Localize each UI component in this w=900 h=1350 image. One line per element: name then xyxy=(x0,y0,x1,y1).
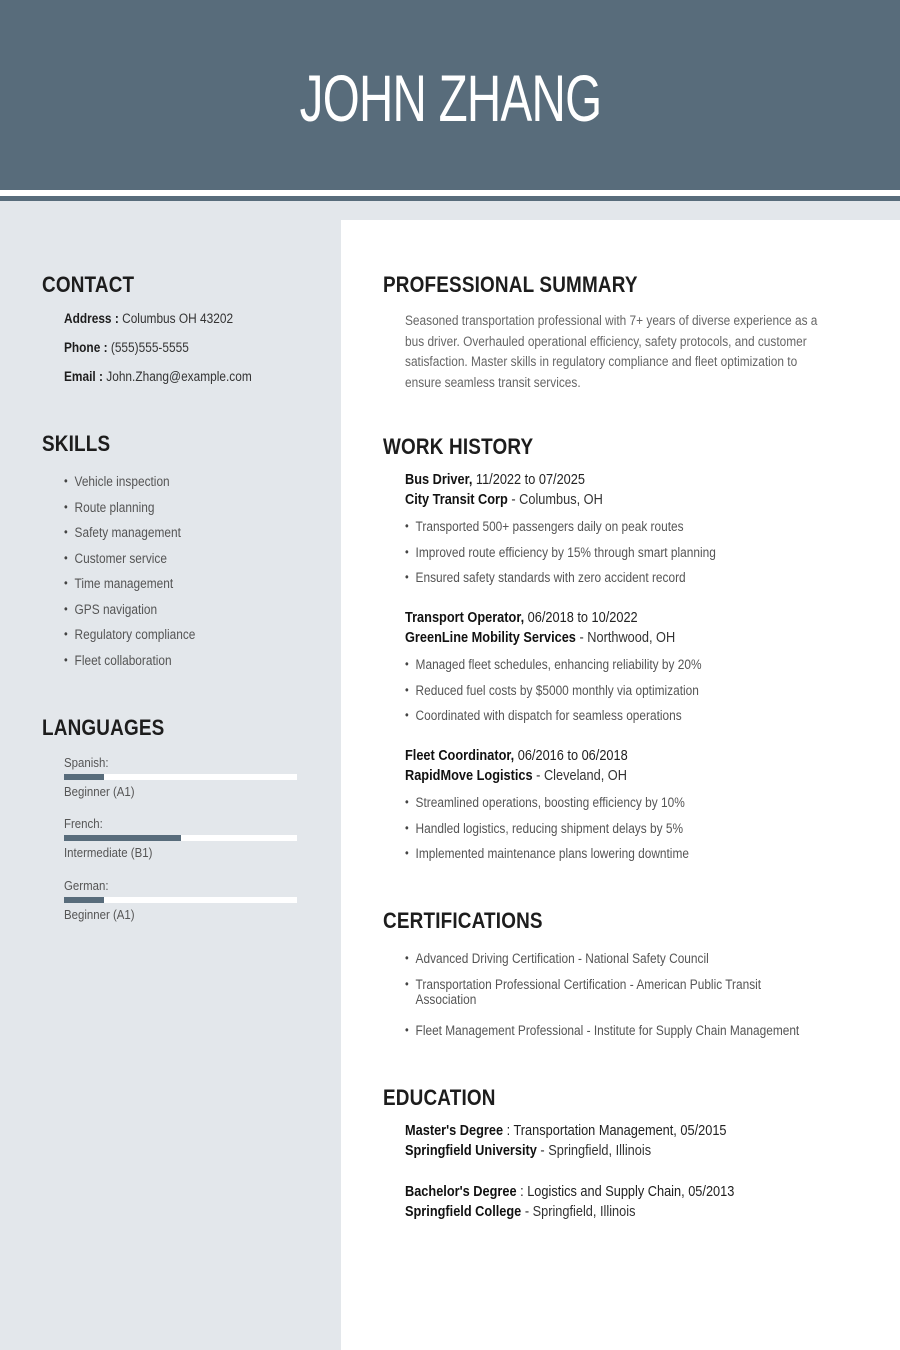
language-bar-fill xyxy=(64,774,104,780)
school-location: - Springfield, Illinois xyxy=(521,1204,636,1220)
language-level: Beginner (A1) xyxy=(64,907,135,922)
job-bullets xyxy=(405,519,758,596)
language-name: French: xyxy=(64,816,103,831)
skills-heading: SKILLS xyxy=(42,431,111,456)
job-title-line xyxy=(405,610,638,626)
language-name: Spanish: xyxy=(64,755,109,770)
language-bar xyxy=(64,774,297,780)
language-level: Intermediate (B1) xyxy=(64,845,153,860)
language-bar xyxy=(64,835,297,841)
job-bullet: • Transported 500+ passengers daily on peak routes xyxy=(405,519,716,545)
degree-field: : Logistics and Supply Chain, 05/2013 xyxy=(516,1184,735,1200)
job-company: City Transit Corp xyxy=(405,492,508,508)
job-location: - Columbus, OH xyxy=(507,492,603,508)
contact-phone xyxy=(64,340,189,355)
job-company: GreenLine Mobility Services xyxy=(405,630,576,646)
skills-list xyxy=(64,474,213,678)
job-bullet: • Streamlined operations, boosting efficiency by 10% xyxy=(405,795,689,821)
certification-item: • Transportation Professional Certification - American Public Transit Association xyxy=(405,977,794,1023)
job-company-line xyxy=(405,630,675,646)
job-bullet: • Improved route efficiency by 15% through smart planning xyxy=(405,545,716,571)
job-bullet: • Handled logistics, reducing shipment delays by 5% xyxy=(405,821,689,847)
summary-text: Seasoned transportation professional with 7+ years of diverse experience as a bus driver. Overhauled operational efficiency, safety protocols, and customer satisfaction. Master skills in regulatory compliance and fleet optimization to ensure seamless transit services. xyxy=(405,313,818,390)
education-school-line xyxy=(405,1143,651,1159)
job-location: - Northwood, OH xyxy=(575,630,676,646)
job-bullets xyxy=(405,657,742,734)
skill-item: • Vehicle inspection xyxy=(64,474,195,500)
skill-item: • Customer service xyxy=(64,551,195,577)
skill-item: • Fleet collaboration xyxy=(64,653,195,679)
skill-item: • Time management xyxy=(64,576,195,602)
school-name: Springfield University xyxy=(405,1143,537,1159)
language-level: Beginner (A1) xyxy=(64,784,135,799)
contact-address xyxy=(64,311,233,326)
certifications-list xyxy=(405,951,853,1048)
job-bullets xyxy=(405,795,728,872)
language-bar-fill xyxy=(64,897,104,903)
header-band xyxy=(0,201,900,220)
language-bar-fill xyxy=(64,835,181,841)
job-bullet: • Implemented maintenance plans lowering downtime xyxy=(405,846,689,872)
job-dates: 06/2016 to 06/2018 xyxy=(514,748,628,764)
resume-header xyxy=(0,0,900,190)
email-value: John.Zhang@example.com xyxy=(106,369,252,384)
job-dates: 06/2018 to 10/2022 xyxy=(524,610,638,626)
education-degree-line xyxy=(405,1123,727,1139)
phone-label: Phone : xyxy=(64,340,108,355)
summary-heading: PROFESSIONAL SUMMARY xyxy=(383,272,638,297)
job-role: Fleet Coordinator, xyxy=(405,748,515,764)
language-german xyxy=(64,878,297,922)
degree-field: : Transportation Management, 05/2015 xyxy=(503,1123,727,1139)
job-company: RapidMove Logistics xyxy=(405,768,533,784)
certifications-heading: CERTIFICATIONS xyxy=(383,908,543,933)
school-location: - Springfield, Illinois xyxy=(536,1143,652,1159)
address-label: Address : xyxy=(64,311,119,326)
job-title-line xyxy=(405,748,628,764)
job-role: Transport Operator, xyxy=(405,610,525,626)
language-bar xyxy=(64,897,297,903)
address-value: Columbus OH 43202 xyxy=(122,311,234,326)
language-name: German: xyxy=(64,878,109,893)
work-history-heading: WORK HISTORY xyxy=(383,434,534,459)
language-french xyxy=(64,816,297,860)
job-dates: 11/2022 to 07/2025 xyxy=(472,472,585,488)
job-bullet: • Ensured safety standards with zero accident record xyxy=(405,570,716,596)
degree-name: Master's Degree xyxy=(405,1123,504,1139)
school-name: Springfield College xyxy=(405,1204,522,1220)
email-label: Email : xyxy=(64,369,103,384)
degree-name: Bachelor's Degree xyxy=(405,1184,517,1200)
job-company-line xyxy=(405,492,603,508)
job-location: - Cleveland, OH xyxy=(532,768,627,784)
skill-item: • Route planning xyxy=(64,500,195,526)
contact-email xyxy=(64,369,252,384)
job-bullet: • Coordinated with dispatch for seamless operations xyxy=(405,708,702,734)
job-bullet: • Reduced fuel costs by $5000 monthly via optimization xyxy=(405,683,702,709)
certification-item: • Fleet Management Professional - Institute for Supply Chain Management xyxy=(405,1023,799,1049)
job-bullet: • Managed fleet schedules, enhancing reliability by 20% xyxy=(405,657,702,683)
language-spanish xyxy=(64,755,297,799)
skill-item: • Regulatory compliance xyxy=(64,627,195,653)
job-title-line xyxy=(405,472,585,488)
job-role: Bus Driver, xyxy=(405,472,473,488)
skill-item: • Safety management xyxy=(64,525,195,551)
education-degree-line xyxy=(405,1184,734,1200)
contact-heading: CONTACT xyxy=(42,272,135,297)
certification-item: • Advanced Driving Certification - National Safety Council xyxy=(405,951,799,977)
languages-heading: LANGUAGES xyxy=(42,715,165,740)
education-heading: EDUCATION xyxy=(383,1085,496,1110)
job-company-line xyxy=(405,768,627,784)
candidate-name: JOHN ZHANG xyxy=(299,61,601,135)
skill-item: • GPS navigation xyxy=(64,602,195,628)
education-school-line xyxy=(405,1204,635,1220)
phone-value: (555)555-5555 xyxy=(110,340,189,355)
